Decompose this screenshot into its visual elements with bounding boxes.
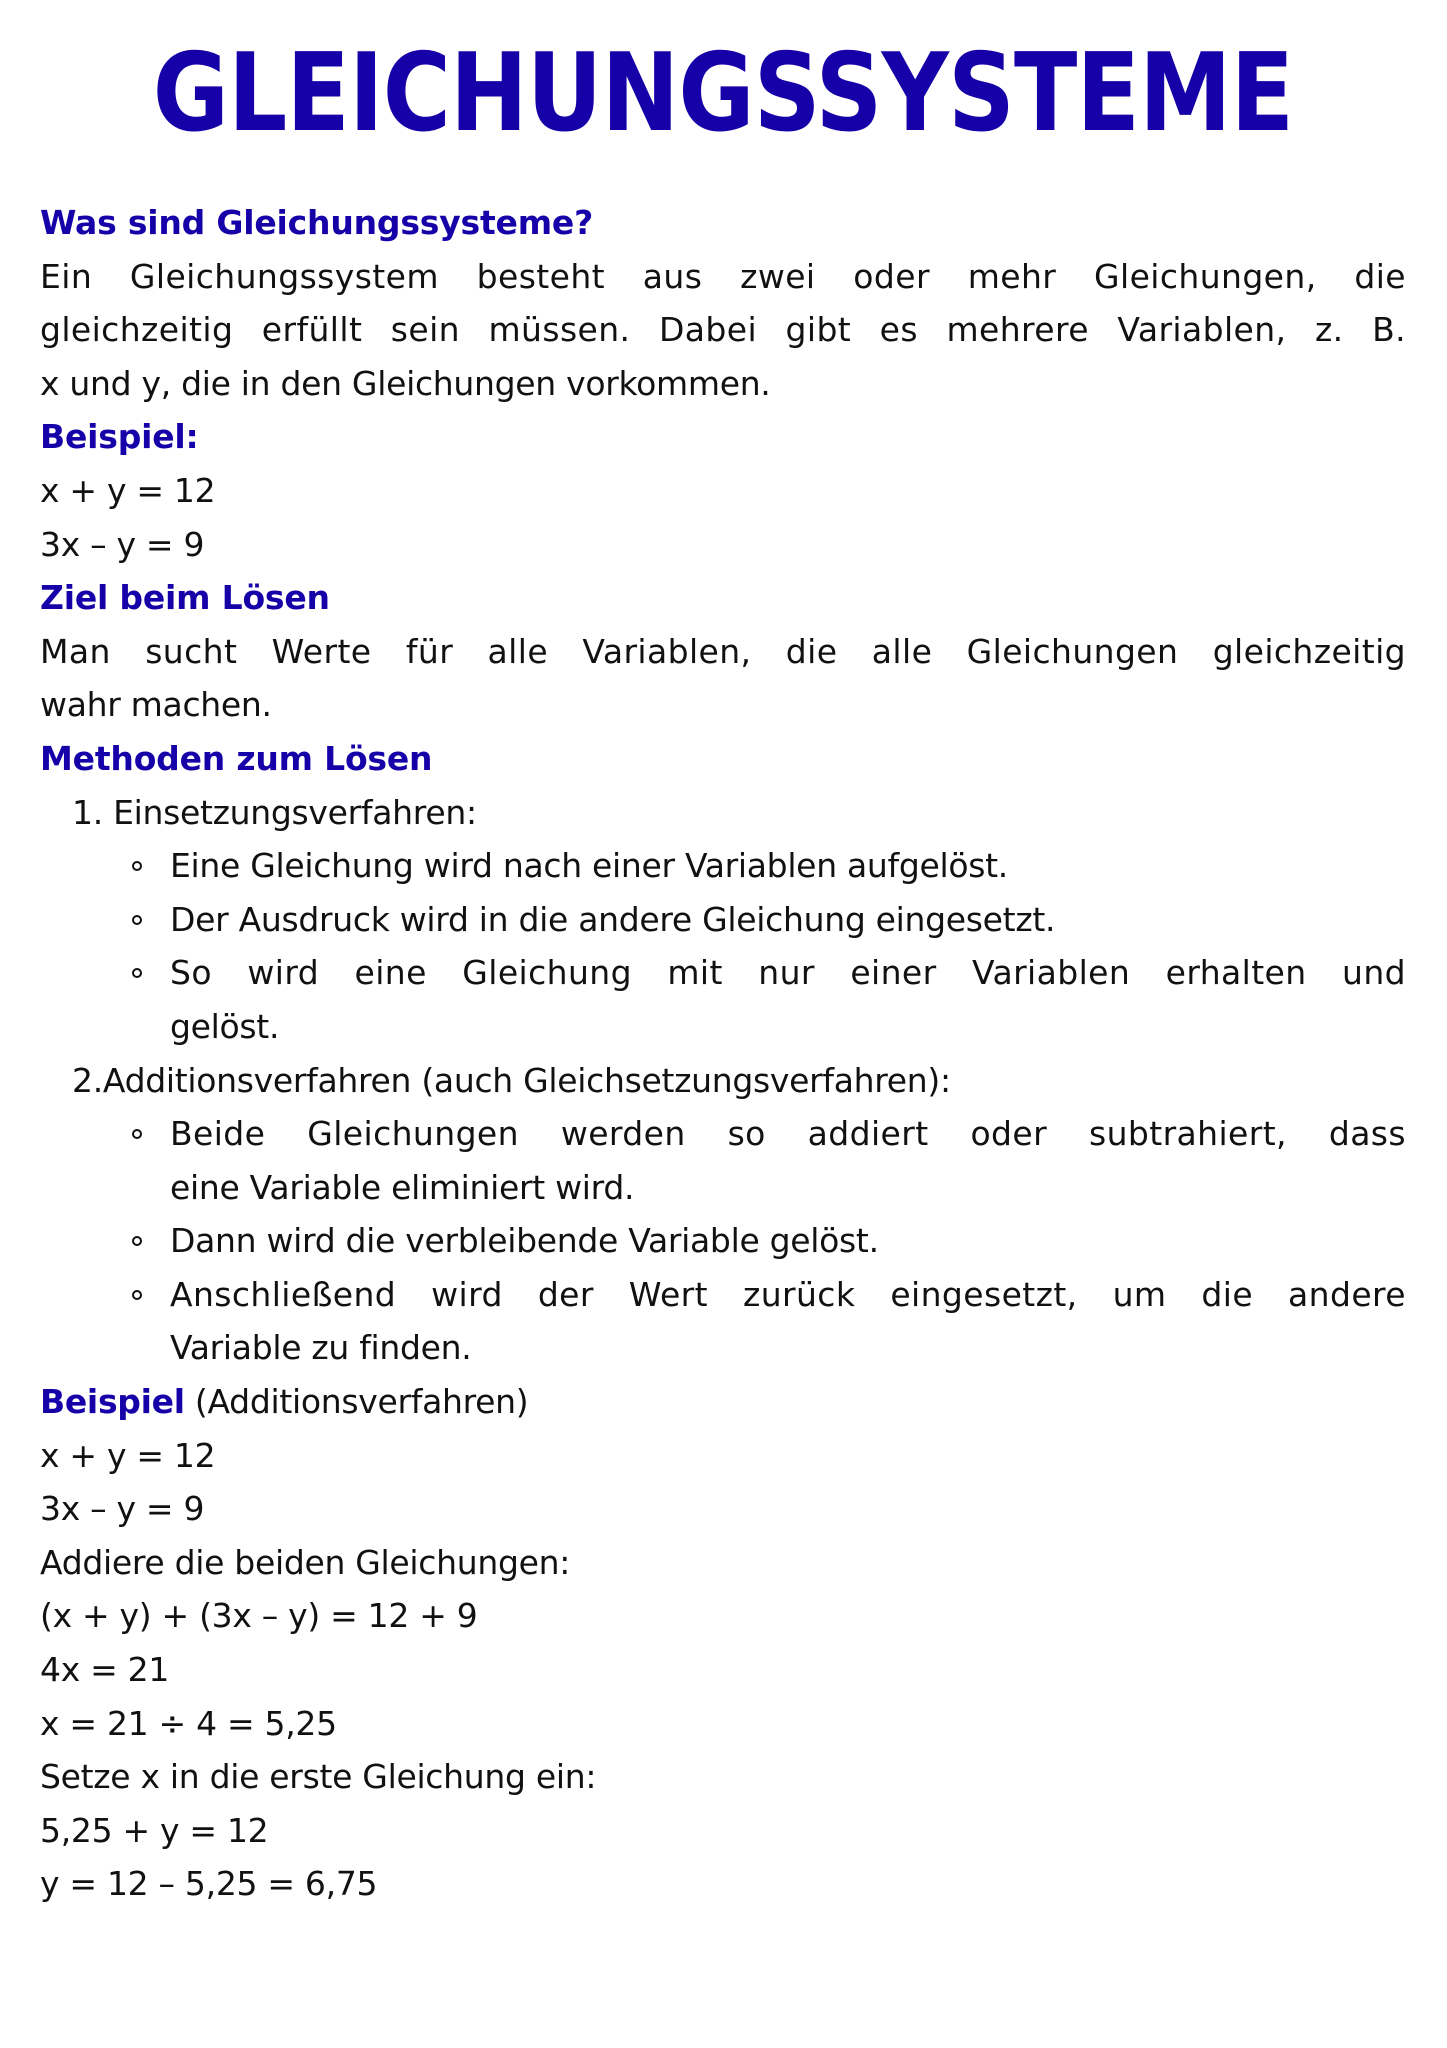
list-item [40, 839, 1406, 893]
bullet-text: Eine Gleichung wird nach einer Variablen aufgelöst. [170, 846, 1008, 886]
section-heading-example: Beispiel: [40, 417, 199, 457]
paragraph-line: Man sucht Werte für alle Variablen, die alle Gleichungen gleichzeitig [40, 631, 1406, 671]
equation-line: x + y = 12 [40, 470, 216, 510]
equation-line: (x + y) + (3x – y) = 12 + 9 [40, 1596, 478, 1636]
hollow-bullet-icon [132, 1129, 142, 1139]
method-item-substitution: 1. Einsetzungsverfahren: [72, 792, 477, 832]
paragraph-line: gleichzeitig erfüllt sein müssen. Dabei gibt es mehrere Variablen, z. B. [40, 310, 1406, 350]
example-heading-suffix: (Additionsverfahren) [184, 1382, 529, 1422]
section-heading-example-addition: Beispiel [40, 1382, 185, 1422]
hollow-bullet-icon [132, 861, 142, 871]
hollow-bullet-icon [132, 1290, 142, 1300]
list-item [40, 1107, 1406, 1214]
equation-line: 5,25 + y = 12 [40, 1810, 269, 1850]
bullet-text: Beide Gleichungen werden so addiert oder subtrahiert, dass [170, 1114, 1406, 1154]
page-title: GLEICHUNGSSYSTEME [152, 31, 1294, 156]
bullet-text: Der Ausdruck wird in die andere Gleichung eingesetzt. [170, 899, 1056, 939]
bullet-text: Anschließend wird der Wert zurück eingesetzt, um die andere [170, 1274, 1406, 1314]
bullet-text: gelöst. [170, 1006, 280, 1046]
instruction-line: Addiere die beiden Gleichungen: [40, 1542, 571, 1582]
equation-line: x + y = 12 [40, 1435, 216, 1475]
equation-line: 3x – y = 9 [40, 1489, 205, 1529]
equation-line: x = 21 ÷ 4 = 5,25 [40, 1703, 337, 1743]
equation-line: 4x = 21 [40, 1650, 170, 1690]
bullet-text: eine Variable eliminiert wird. [170, 1167, 635, 1207]
bullet-text: Variable zu finden. [170, 1328, 472, 1368]
section-heading-methods: Methoden zum Lösen [40, 738, 433, 778]
example-heading-line [40, 1375, 1406, 1429]
paragraph-line: wahr machen. [40, 685, 272, 725]
equation-line: 3x – y = 9 [40, 524, 205, 564]
hollow-bullet-icon [132, 915, 142, 925]
list-item [40, 893, 1406, 947]
hollow-bullet-icon [132, 968, 142, 978]
list-item [40, 1214, 1406, 1268]
list-item [40, 946, 1406, 1053]
hollow-bullet-icon [132, 1236, 142, 1246]
section-heading-what: Was sind Gleichungssysteme? [40, 203, 594, 242]
equation-line: y = 12 – 5,25 = 6,75 [40, 1864, 378, 1904]
bullet-text: So wird eine Gleichung mit nur einer Variablen erhalten und [170, 953, 1406, 993]
instruction-line: Setze x in die erste Gleichung ein: [40, 1757, 597, 1797]
list-item [40, 1268, 1406, 1375]
document-content [40, 196, 1406, 1911]
paragraph-line: Ein Gleichungssystem besteht aus zwei oder mehr Gleichungen, die [40, 256, 1406, 296]
paragraph-line: x und y, die in den Gleichungen vorkommen. [40, 363, 771, 403]
method-item-addition: 2.Additionsverfahren (auch Gleichsetzungsverfahren): [72, 1060, 951, 1100]
bullet-text: Dann wird die verbleibende Variable gelöst. [170, 1221, 879, 1261]
section-heading-goal: Ziel beim Lösen [40, 578, 330, 618]
